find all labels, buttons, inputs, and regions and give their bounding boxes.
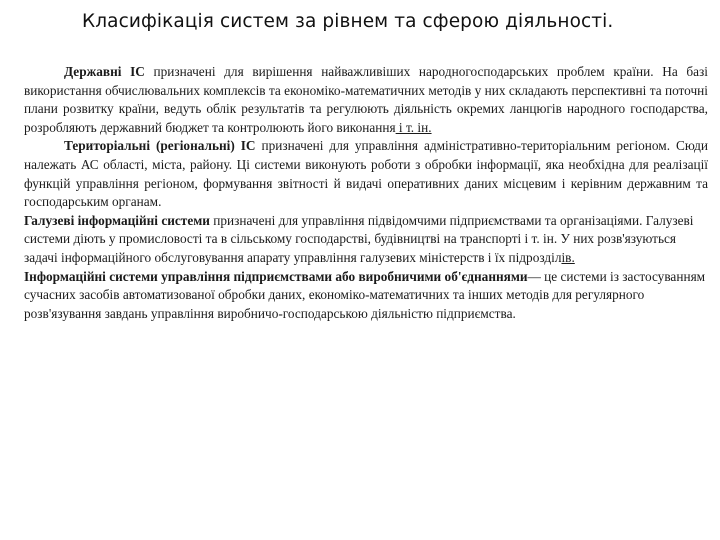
paragraph-text: призначені для вирішення найважливіших народногосподарських проблем країни. На базі використання обчислювальних комплексів та економіко-математичних методів у них складають перспективні та поточні плани розвитку країни, ведуть облік результатів та регулюють діяльність окремих ланцюгів народного господарства, розробляють державний бюджет та контролюють його виконання [24, 64, 708, 135]
term-industry-is: Галузеві інформаційні системи [24, 212, 210, 228]
underlined-text: ів. [561, 249, 575, 265]
page-title: Класифікація систем за рівнем та сферою діяльності. [82, 11, 614, 32]
term-enterprise-is: Інформаційні системи управління підприємствами або виробничими об'єднаннями [24, 268, 528, 284]
paragraph-industry-is [24, 212, 708, 268]
paragraph-text: призначені для управління адміністративно-територіальним регіоном. Сюди належать АС області, міста, району. Ці системи виконують роботи з обробки інформації, яка необхідна для реалізації функцій управління регіоном, формування звітності й видачі оперативних даних місцевим і керівним державним та господарським органам. [24, 138, 708, 210]
term-state-is: Державні ІС [64, 64, 145, 79]
paragraph-text: — це системи із застосуванням сучасних засобів автоматизованої обробки даних, економіко-математичних та інших методів для регулярного розв'язування завдань управління виробничо-господарською діяльністю підприємства. [24, 268, 706, 321]
underlined-text: і т. ін. [395, 119, 432, 135]
paragraph-state-is [24, 63, 708, 137]
paragraph-enterprise-is [24, 268, 708, 324]
paragraph-regional-is [24, 137, 708, 211]
term-regional-is: Територіальні (регіональні) ІС [64, 138, 256, 154]
paragraph-text: призначені для управління підвідомчими підприємствами та організаціями. Галузеві системи діють у промисловості та в сільському господарстві, будівництві на транспорті і т. ін. У них розв'язуються задачі інформаційного обслуговування апарату управління галузевих міністерств і їх підрозділ [24, 212, 694, 265]
slide-body [24, 63, 708, 323]
